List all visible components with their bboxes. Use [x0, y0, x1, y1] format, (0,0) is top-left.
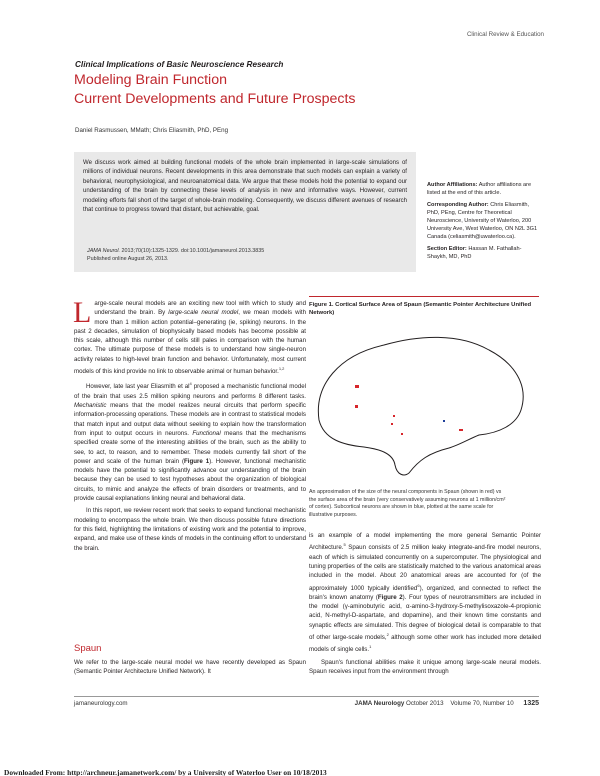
article-subtitle: Current Developments and Future Prospects	[74, 91, 356, 107]
p1-text-b: , we mean models with more than 1 million action potential–generating (ie, spiking) neurons. In the past 2 decades, simulation of biophysically based models has become possible at this scale, although this number of cells still pales in comparison with the human cortex. The ultimate purpose of these models is to understand how single-neuron activity relates to high-level brain function and behavior. Unfortunately, most current models of this kind provide no link to observable animal or human behavior.	[74, 309, 306, 376]
corresponding-author-heading: Corresponding Author:	[427, 202, 489, 208]
brain-outline	[318, 338, 523, 476]
spaun-red-region-3	[393, 415, 395, 417]
body-left-column-continued	[74, 658, 306, 677]
spaun-red-region-1	[355, 385, 359, 388]
r1-text-a: is an example of a model implementing the more general Semantic Pointer Architecture.	[309, 532, 541, 552]
p2-emphasis-1: Mechanistic	[74, 402, 107, 410]
footer-journal-name: JAMA Neurology	[354, 700, 405, 707]
section-editor-heading: Section Editor:	[427, 246, 467, 252]
page-number: 1325	[523, 700, 539, 707]
spaun-red-region-2	[355, 405, 358, 408]
drop-cap: L	[73, 296, 92, 329]
footer-rule	[74, 696, 539, 697]
article-kicker: Clinical Implications of Basic Neuroscience Research	[75, 60, 284, 69]
download-notice: Downloaded From: http://archneur.jamanetwork.com/ by a University of Waterloo User on 10/18/2013	[4, 768, 327, 776]
spaun-red-region-6	[459, 429, 463, 431]
figure-rule	[309, 296, 539, 297]
r1-text-e: although some other work has included more detailed models of single cells.	[309, 634, 541, 654]
body-paragraph-5	[309, 531, 541, 655]
section-editor-text: Hassan M. Fathallah-Shaykh, MD, PhD	[427, 246, 522, 260]
body-left-column	[73, 296, 307, 553]
footer-website[interactable]: jamaneurology.com	[74, 700, 128, 707]
spaun-red-region-4	[391, 423, 393, 425]
p2-text-d: means that the mechanisms specified create some of the interesting abilities of the brain, such as the ability to see, to act, to reason, and to remember. These models currently fall short of the power and scale of the human brain (	[74, 429, 307, 465]
affiliations-text: Author affiliations are listed at the end of this article.	[427, 182, 532, 196]
body-paragraph-6: Spaun's functional abilities make it unique among large-scale neural models. Spaun receives input from the environment through	[309, 658, 541, 676]
spaun-red-region-5	[401, 433, 403, 435]
p2-text-a: However, late last year Eliasmith et al	[86, 383, 190, 391]
body-paragraph-2	[74, 379, 306, 503]
article-title: Modeling Brain Function	[74, 72, 227, 88]
citation-block	[87, 247, 407, 263]
body-right-column	[309, 531, 541, 676]
r1-text-c: ), organized, and connected to reflect the brain's known anatomy (	[309, 584, 541, 601]
citation-journal: JAMA Neurol.	[87, 248, 121, 254]
p1-emphasis: large-scale neural model	[168, 309, 239, 317]
citation-detail: 2013;70(10):1325-1329. doi:10.1001/jamaneurol.2013.3835	[120, 248, 265, 254]
abstract-text: We discuss work aimed at building functional models of the whole brain implemented in large-scale simulations of millions of individual neurons. Recent developments in this area demonstrate that such models can explain a variety of behavioral, neurophysiological, and neuroanatomical data. We argue that these models hold the potential to expand our understanding of the brain by connecting these levels of analysis in new and informative ways. However, current modeling efforts fall short of the target of whole-brain modeling. Consequently, we discuss different avenues of research that continue to progress toward that distant, but achievable, goal.	[83, 160, 407, 214]
figure-1-note: An approximation of the size of the neural components in Spaun (shown in red) vs the surface area of the brain (very conservatively assuming neurons at 1 million/cm² of cortex). Subcortical neurons are shown in blue, plotted at the same scale for illustrative purposes.	[309, 489, 506, 518]
p2-text-b: proposed a mechanistic functional model of the brain that uses 2.5 million spiking neurons and performs 8 different tasks.	[74, 383, 307, 400]
r1-text-b: Spaun consists of 2.5 million leaky integrate-and-fire model neurons, each of which is simulated concurrently on a supercomputer. The physiological and tuning properties of the cells are statistically matched to the various anatomical areas included in the model. About 20 anatomical areas are accounted for (of the approximately 1000 typically identified	[309, 544, 541, 592]
p2-text-e: ). However, functional mechanistic models have the potential to significantly advance our understanding of the brain because they can be used to test hypotheses about the organization of biological circuits, to mimic and analyze the effects of brain disorders or treatments, and to provide causal explanations linking neural and behavioral data.	[74, 457, 306, 503]
p2-emphasis-2: Functional	[192, 429, 221, 437]
figure-1-title: Figure 1. Cortical Surface Area of Spaun (Semantic Pointer Architecture Unified Network)	[309, 302, 532, 317]
r1-reference-1: 5	[343, 542, 346, 548]
footer-journal-info	[304, 700, 539, 707]
author-line: Daniel Rasmussen, MMath; Chris Eliasmith, PhD, PEng	[75, 127, 229, 134]
r1-reference-4: 1	[369, 644, 372, 650]
section-label: Clinical Review & Education	[466, 31, 544, 38]
affiliations-heading: Author Affiliations:	[427, 182, 478, 188]
figure-1	[309, 296, 539, 519]
published-date: Published online August 26, 2013.	[87, 256, 169, 262]
body-paragraph-3: In this report, we review recent work that seeks to expand functional mechanistic modeling to encompass the whole brain. We then discuss possible future directions for this field, highlighting the limitations of existing work and the potential to improve, expand, and make use of these kinds of models in the continuing effort to understand the brain.	[74, 507, 306, 552]
r1-reference-3: 2	[386, 632, 389, 638]
body-paragraph-4: We refer to the large-scale neural model we have recently developed as Spaun (Semantic Pointer Architecture Unified Network). It	[74, 659, 306, 676]
p2-text-c: means that the model realizes neural circuits that perform specific information-processing operations. These models are in contrast to statistical models that match input and output data without seeking to explain how the transformation from input to output occurs in neurons.	[74, 402, 306, 437]
p2-reference: 4	[189, 381, 192, 387]
author-aside	[427, 181, 539, 265]
r1-text-d: ). Four types of neurotransmitters are included in the model (γ-aminobutyric acid, α-amino-3-hydroxy-5-methylisoxazole-4-propionic acid, N-methyl-D-aspartate, and dopamine), and their known time constants and synaptic effects are simulated. This degree of biological detail is comparable to that of other large-scale models,	[309, 593, 541, 642]
figure-1-link[interactable]: Figure 1	[184, 457, 210, 465]
spaun-blue-region	[443, 420, 445, 422]
section-heading-spaun: Spaun	[74, 643, 102, 654]
abstract-box	[74, 152, 416, 272]
footer-issue: October 2013 Volume 70, Number 10	[406, 700, 514, 707]
figure-2-link[interactable]: Figure 2	[377, 593, 403, 601]
body-paragraph-1	[73, 296, 306, 376]
p1-reference: 1,2	[278, 366, 285, 372]
brain-outline-figure	[309, 325, 539, 480]
p1-text-a: arge-scale neural models are an exciting new tool with which to study and understand the brain. By	[94, 300, 306, 317]
r1-reference-2: 6	[417, 582, 420, 588]
corresponding-author-text: Chris Eliasmith, PhD, PEng, Centre for Theoretical Neuroscience, University of Waterloo, 200 University Ave, West Waterloo, ON N2L 3G1 Canada (celiasmith@uwaterloo.ca).	[427, 202, 538, 240]
